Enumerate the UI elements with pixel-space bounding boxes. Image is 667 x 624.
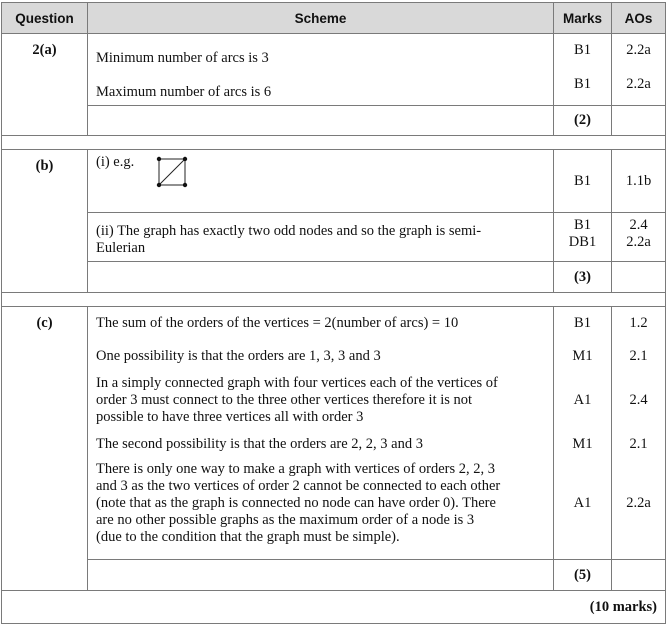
ao-value: 1.2 — [629, 315, 648, 331]
ao-value: 2.1 — [629, 348, 648, 364]
subtotal-row — [2, 560, 666, 591]
scheme-text: order 3 must connect to the three other vertices therefore it is not — [96, 392, 473, 408]
subtotal-a: (2) — [554, 106, 612, 136]
scheme-text: (note that as the graph is connected no node can have order 0). There — [96, 495, 496, 511]
header-marks: Marks — [554, 3, 612, 34]
total-marks: (10 marks) — [2, 591, 666, 624]
ao-value: 2.2a — [626, 495, 651, 511]
question-label-2a: 2(a) — [2, 34, 88, 136]
graph-node — [183, 157, 187, 161]
subtotal-row — [2, 262, 666, 293]
header-aos: AOs — [612, 3, 666, 34]
scheme-text: and 3 as the two vertices of order 2 cannot be connected to each other — [96, 478, 501, 494]
scheme-text: Minimum number of arcs is 3 — [96, 50, 269, 66]
total-row — [2, 591, 666, 624]
example-label: (i) e.g. — [96, 154, 135, 170]
ao-value: 1.1b — [612, 150, 666, 213]
ao-value: 2.2a — [626, 42, 651, 58]
question-label-b: (b) — [2, 150, 88, 293]
header-question: Question — [2, 3, 88, 34]
empty-cell — [88, 106, 554, 136]
scheme-text: Maximum number of arcs is 6 — [96, 84, 272, 100]
part-c-row — [2, 307, 666, 560]
part-b-row-i — [2, 150, 666, 213]
marks-cell — [554, 34, 612, 106]
question-label-c: (c) — [2, 307, 88, 591]
graph-node — [157, 157, 161, 161]
empty-cell — [88, 560, 554, 591]
marks-cell — [554, 213, 612, 262]
graph-node — [157, 183, 161, 187]
spacer-row — [2, 293, 666, 307]
mark-value: DB1 — [568, 234, 597, 250]
empty-cell — [612, 262, 666, 293]
example-graph-diagram — [152, 152, 192, 192]
mark-value: B1 — [574, 315, 591, 331]
mark-value: B1 — [574, 217, 591, 233]
scheme-text: One possibility is that the orders are 1, 3, 3 and 3 — [96, 348, 381, 364]
ao-value: 2.4 — [629, 392, 648, 408]
ao-value: 2.1 — [629, 436, 648, 452]
subtotal-c: (5) — [554, 560, 612, 591]
ao-value: 2.4 — [629, 217, 648, 233]
empty-cell — [612, 560, 666, 591]
header-scheme: Scheme — [88, 3, 554, 34]
ao-value: 2.2a — [626, 234, 651, 250]
subtotal-b: (3) — [554, 262, 612, 293]
spacer-row — [2, 136, 666, 150]
scheme-cell — [88, 213, 554, 262]
mark-value: B1 — [574, 76, 591, 92]
scheme-cell — [88, 34, 554, 106]
empty-cell — [612, 106, 666, 136]
graph-arc — [159, 159, 185, 185]
subtotal-row — [2, 106, 666, 136]
ao-value: 2.2a — [626, 76, 651, 92]
part-a-row — [2, 34, 666, 106]
aos-cell — [612, 213, 666, 262]
aos-cell — [612, 307, 666, 560]
scheme-text: There is only one way to make a graph with vertices of orders 2, 2, 3 — [96, 461, 496, 477]
scheme-text: Eulerian — [96, 240, 146, 256]
mark-value: M1 — [572, 436, 593, 452]
scheme-cell — [88, 307, 554, 560]
scheme-text: The second possibility is that the orders are 2, 2, 3 and 3 — [96, 436, 423, 452]
graph-node — [183, 183, 187, 187]
mark-value: A1 — [573, 392, 592, 408]
scheme-text: (ii) The graph has exactly two odd nodes and so the graph is semi- — [96, 223, 482, 239]
header-row — [2, 3, 666, 34]
mark-scheme-table — [1, 2, 666, 624]
scheme-text: The sum of the orders of the vertices = 2(number of arcs) = 10 — [96, 315, 459, 331]
mark-value: B1 — [574, 42, 591, 58]
mark-value: M1 — [572, 348, 593, 364]
mark-value: A1 — [573, 495, 592, 511]
scheme-text: (due to the condition that the graph must be simple). — [96, 529, 400, 545]
part-b-row-ii — [2, 213, 666, 262]
scheme-text: possible to have three vertices all with order 3 — [96, 409, 364, 425]
scheme-text: In a simply connected graph with four vertices each of the vertices of — [96, 375, 498, 391]
mark-value: B1 — [554, 150, 612, 213]
scheme-text: are no other possible graphs as the maximum order of a node is 3 — [96, 512, 475, 528]
empty-cell — [88, 262, 554, 293]
aos-cell — [612, 34, 666, 106]
marks-cell — [554, 307, 612, 560]
scheme-cell — [88, 150, 554, 213]
